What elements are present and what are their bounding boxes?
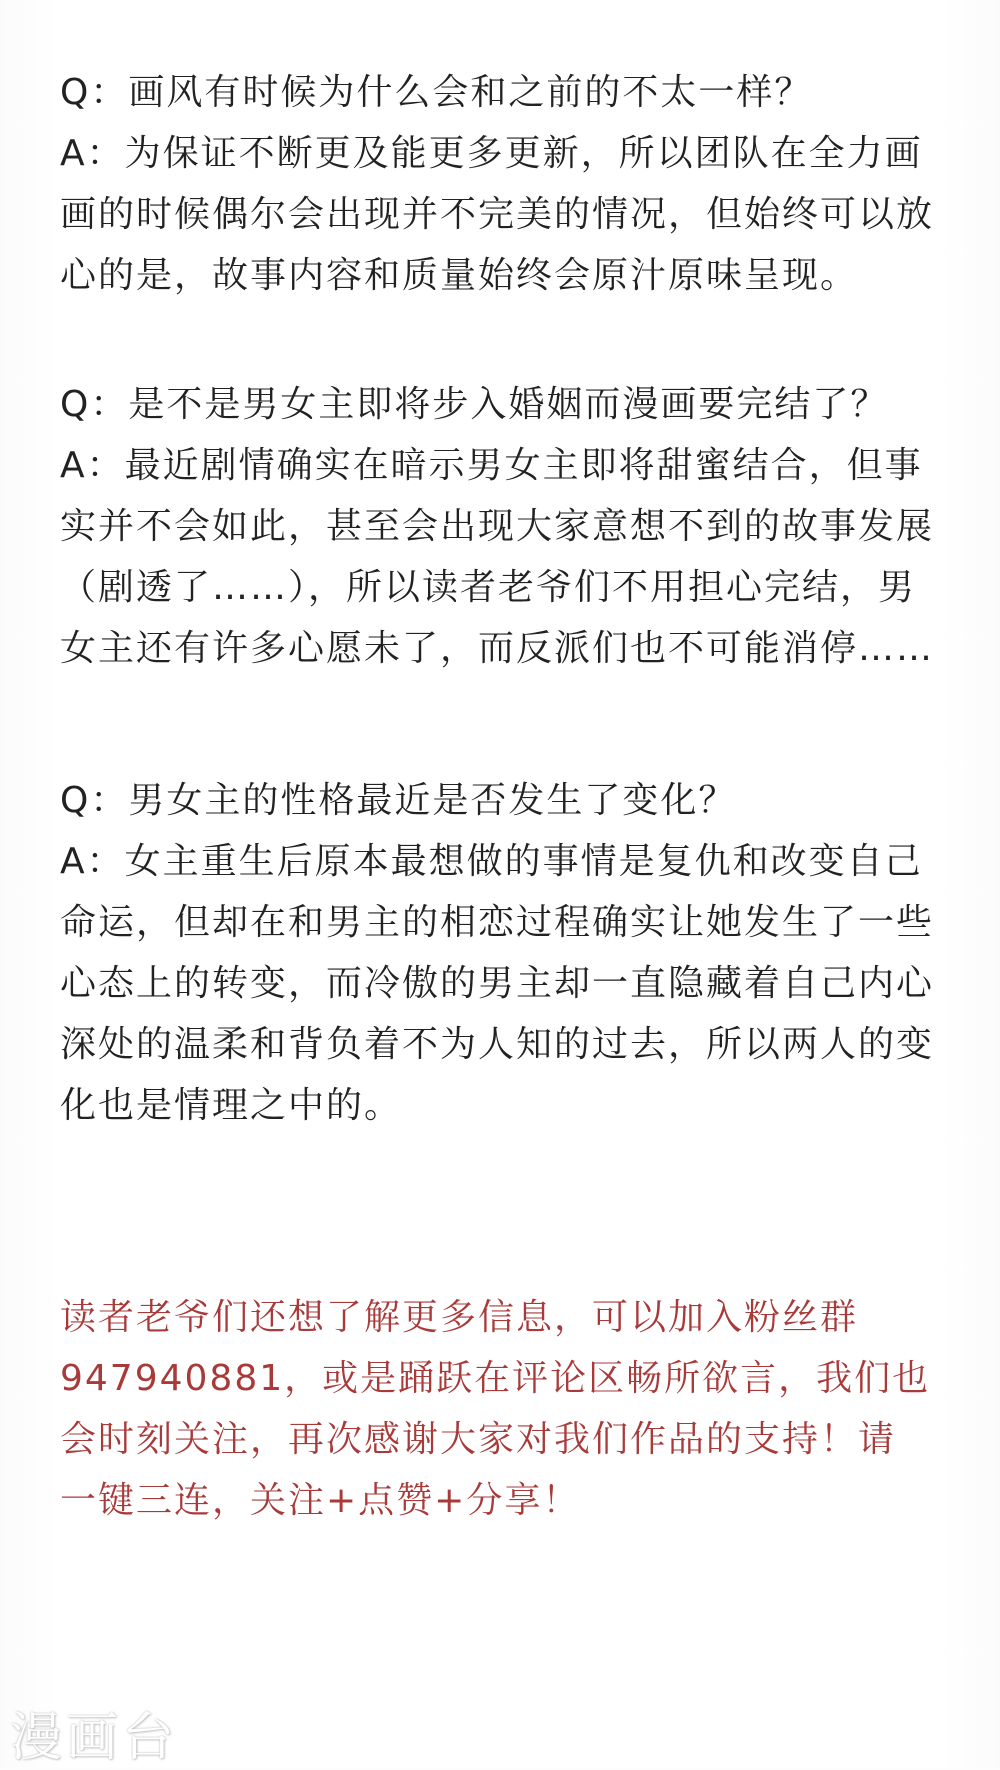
notice-line-1: 读者老爷们还想了解更多信息，可以加入粉丝群 — [60, 1297, 859, 1338]
notice-line-2: 947940881，或是踊跃在评论区畅所欲言，我们也 — [60, 1358, 931, 1399]
answer-2-line-2: 实并不会如此，甚至会出现大家意想不到的故事发展 — [60, 506, 935, 547]
answer-1-line-1: A：为保证不断更及能更多更新，所以团队在全力画 — [60, 133, 923, 174]
answer-2-line-3: （剧透了……），所以读者老爷们不用担心完结，男 — [60, 567, 917, 608]
watermark-logo: 漫画台 — [10, 1708, 179, 1768]
notice-line-4: 一键三连，关注+点赞+分享！ — [60, 1480, 581, 1521]
question-2: Q：是不是男女主即将步入婚姻而漫画要完结了？ — [60, 384, 889, 425]
answer-3-line-2: 命运，但却在和男主的相恋过程确实让她发生了一些 — [60, 902, 935, 943]
question-3: Q：男女主的性格最近是否发生了变化？ — [60, 780, 737, 821]
qa-block-1 — [60, 62, 960, 306]
answer-3-line-3: 心态上的转变，而冷傲的男主却一直隐藏着自己内心 — [60, 963, 935, 1004]
answer-3-line-1: A：女主重生后原本最想做的事情是复仇和改变自己 — [60, 841, 923, 882]
notice-line-3: 会时刻关注，再次感谢大家对我们作品的支持！请 — [60, 1419, 897, 1460]
answer-2-line-1: A：最近剧情确实在暗示男女主即将甜蜜结合，但事 — [60, 445, 923, 486]
answer-1-line-3: 心的是，故事内容和质量始终会原汁原味呈现。 — [60, 255, 859, 296]
answer-2-line-4: 女主还有许多心愿未了，而反派们也不可能消停…… — [60, 628, 935, 669]
qa-block-2 — [60, 374, 960, 679]
answer-3-line-5: 化也是情理之中的。 — [60, 1085, 403, 1126]
answer-1-line-2: 画的时候偶尔会出现并不完美的情况，但始终可以放 — [60, 194, 935, 235]
fan-group-notice — [60, 1287, 960, 1531]
question-1: Q：画风有时候为什么会和之前的不太一样？ — [60, 72, 813, 113]
qa-block-3 — [60, 770, 960, 1136]
answer-3-line-4: 深处的温柔和背负着不为人知的过去，所以两人的变 — [60, 1024, 935, 1065]
